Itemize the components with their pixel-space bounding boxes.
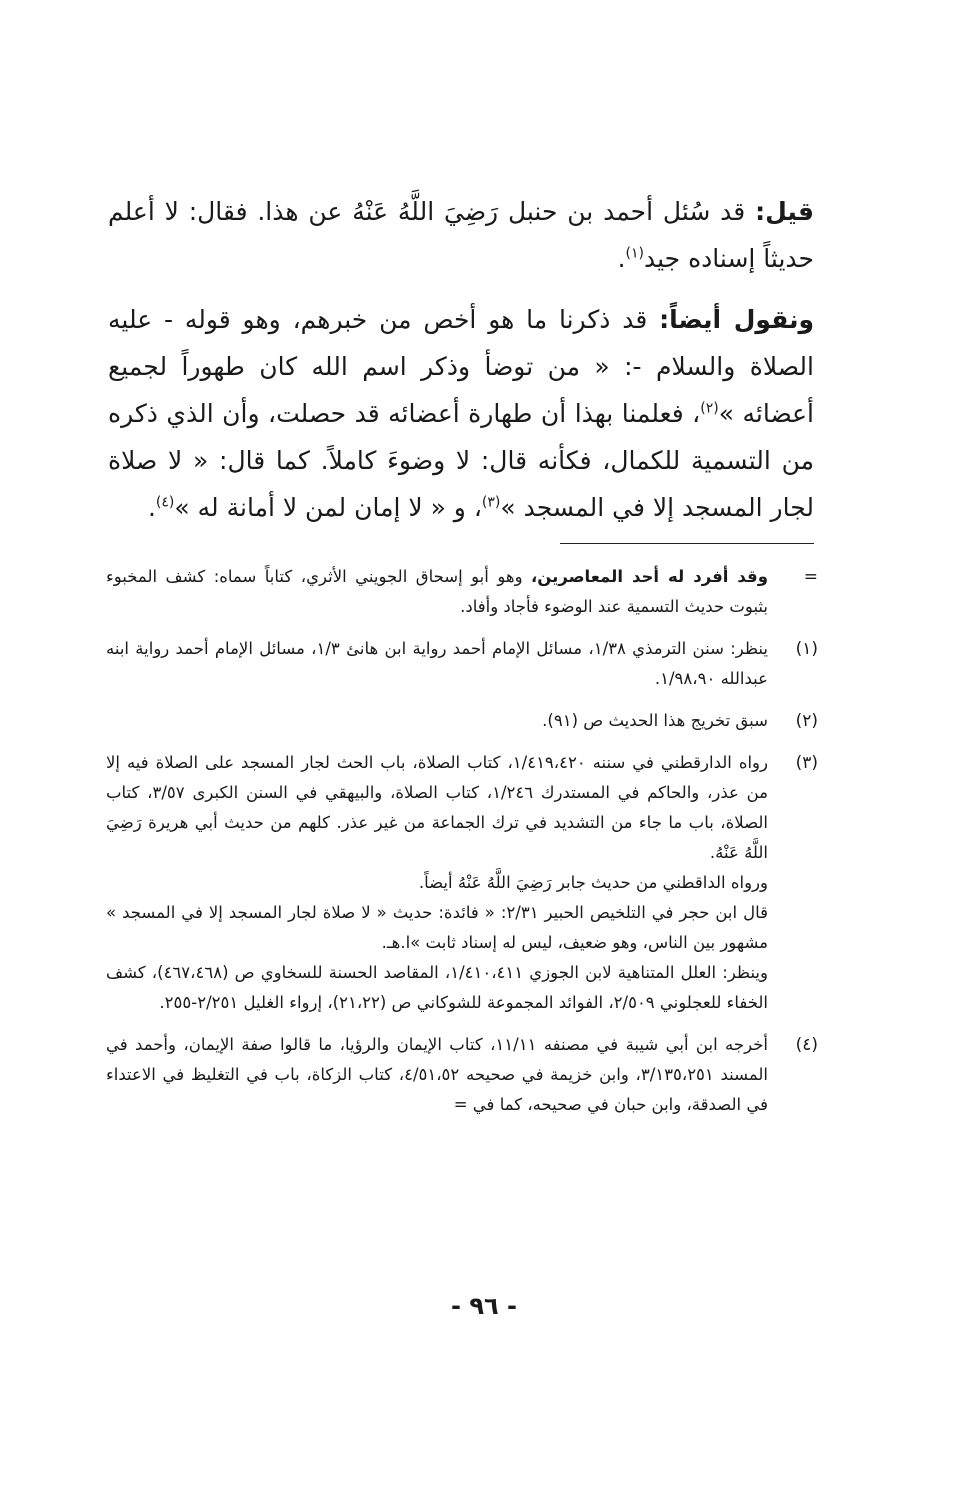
paragraph-end: . bbox=[617, 244, 626, 273]
footnote-content bbox=[106, 748, 768, 1018]
footnote-marker: (١) bbox=[795, 639, 818, 659]
paragraph-text: ، و « لا إمان لمن لا أمانة له » bbox=[174, 493, 482, 522]
paragraph-lead: ونقول أيضاً: bbox=[659, 305, 814, 334]
footnotes bbox=[106, 562, 818, 1132]
footnote-4 bbox=[106, 1030, 818, 1120]
footnote-line: ورواه الداقطني من حديث جابر رَضِيَ اللَّهُ عَنْهُ أيضاً. bbox=[418, 873, 768, 892]
footnote-ref[interactable]: (٢) bbox=[700, 400, 719, 417]
paragraph-end: . bbox=[147, 493, 156, 522]
paragraph-text: قد سُئل أحمد بن حنبل رَضِيَ اللَّهُ عَنْهُ عن هذا. فقال: لا أعلم حديثاً إسناده جيد bbox=[108, 197, 814, 273]
footnote-2 bbox=[106, 706, 818, 736]
paragraph-text: ، فعلمنا بهذا أن طهارة أعضائه قد حصلت، وأن الذي ذكره من التسمية للكمال، فكأنه قال: لا وضوءَ كاملاً. كما قال: « لا صلاة لجار المسجد إلا في المسجد » bbox=[108, 399, 814, 522]
footnote-line: وينظر: العلل المتناهية لابن الجوزي ١/٤١٠،٤١١، المقاصد الحسنة للسخاوي ص (٤٦٧،٤٦٨)، كشف الخفاء للعجلوني ٢/٥٠٩، الفوائد المجموعة للشوكاني ص (٢١،٢٢)، إرواء الغليل ٢/٢٥١-٢٥٥. bbox=[106, 963, 768, 1012]
footnote-ref[interactable]: (٣) bbox=[481, 494, 501, 511]
paragraph-1 bbox=[108, 188, 814, 282]
footnote-content bbox=[106, 634, 768, 694]
paragraph-2 bbox=[108, 296, 814, 531]
footnote-line: رواه الدارقطني في سننه ١/٤١٩،٤٢٠، كتاب الصلاة، باب الحث لجار المسجد على الصلاة فيه إلا من عذر، والحاكم في المستدرك ١/٢٤٦، كتاب الصلاة، والبيهقي في السنن الكبرى ٣/٥٧، كتاب الصلاة، باب ما جاء من التشديد في ترك الجماعة من غير عذر. كلهم من حديث أبي هريرة رَضِيَ اللَّهُ عَنْهُ. bbox=[106, 753, 769, 862]
footnote-3 bbox=[106, 748, 818, 1018]
footnote-continuation bbox=[106, 562, 818, 622]
footnote-line: قال ابن حجر في التلخيص الحبير ٢/٣١: « فائدة: حديث « لا صلاة لجار المسجد إلا في المسجد » مشهور بين الناس، وهو ضعيف، ليس له إسناد ثابت »ا.هـ. bbox=[106, 903, 768, 952]
footnote-1 bbox=[106, 634, 818, 694]
paragraph-text: قد ذكرنا ما هو أخص من خبرهم، وهو قوله - عليه الصلاة والسلام -: « من توضأ وذكر اسم الله كان طهوراً لجميع أعضائه » bbox=[108, 305, 815, 428]
footnote-line: سبق تخريج هذا الحديث ص (٩١). bbox=[542, 711, 768, 730]
footnote-marker: (٤) bbox=[795, 1035, 818, 1055]
footnote-separator bbox=[560, 543, 814, 544]
page-number: - ٩٦ - bbox=[451, 1292, 517, 1320]
footnote-content bbox=[106, 1030, 768, 1120]
main-text bbox=[108, 188, 814, 531]
footnote-ref[interactable]: (١) bbox=[625, 245, 644, 262]
footnote-bold: وقد أفرد له أحد المعاصرين، bbox=[531, 567, 768, 586]
footnote-marker: = bbox=[803, 567, 818, 587]
footnote-marker: (٣) bbox=[795, 753, 818, 773]
footnote-ref[interactable]: (٤) bbox=[155, 494, 175, 511]
footnote-line: أخرجه ابن أبي شيبة في مصنفه ١١/١١، كتاب الإيمان والرؤيا، ما قالوا صفة الإيمان، وأحمد في المسند ٣/١٣٥،٢٥١، وابن خزيمة في صحيحه ٤/٥١،٥٢، كتاب الزكاة، باب في التغليظ في الاعتداء في الصدقة، وابن حبان في صحيحه، كما في = bbox=[106, 1035, 768, 1114]
paragraph-lead: قيل: bbox=[755, 197, 814, 226]
footnote-line: ينظر: سنن الترمذي ١/٣٨، مسائل الإمام أحمد رواية ابن هانئ ١/٣، مسائل الإمام أحمد رواية ابنه عبدالله ١/٩٨،٩٠. bbox=[106, 639, 768, 688]
footnote-marker: (٢) bbox=[795, 711, 818, 731]
footnote-text: وهو أبو إسحاق الجويني الأثري، كتاباً سماه: كشف المخبوء بثبوت حديث التسمية عند الوضوء فأجاد وأفاد. bbox=[106, 567, 768, 616]
footnote-content bbox=[106, 562, 768, 622]
footnote-content bbox=[106, 706, 768, 736]
